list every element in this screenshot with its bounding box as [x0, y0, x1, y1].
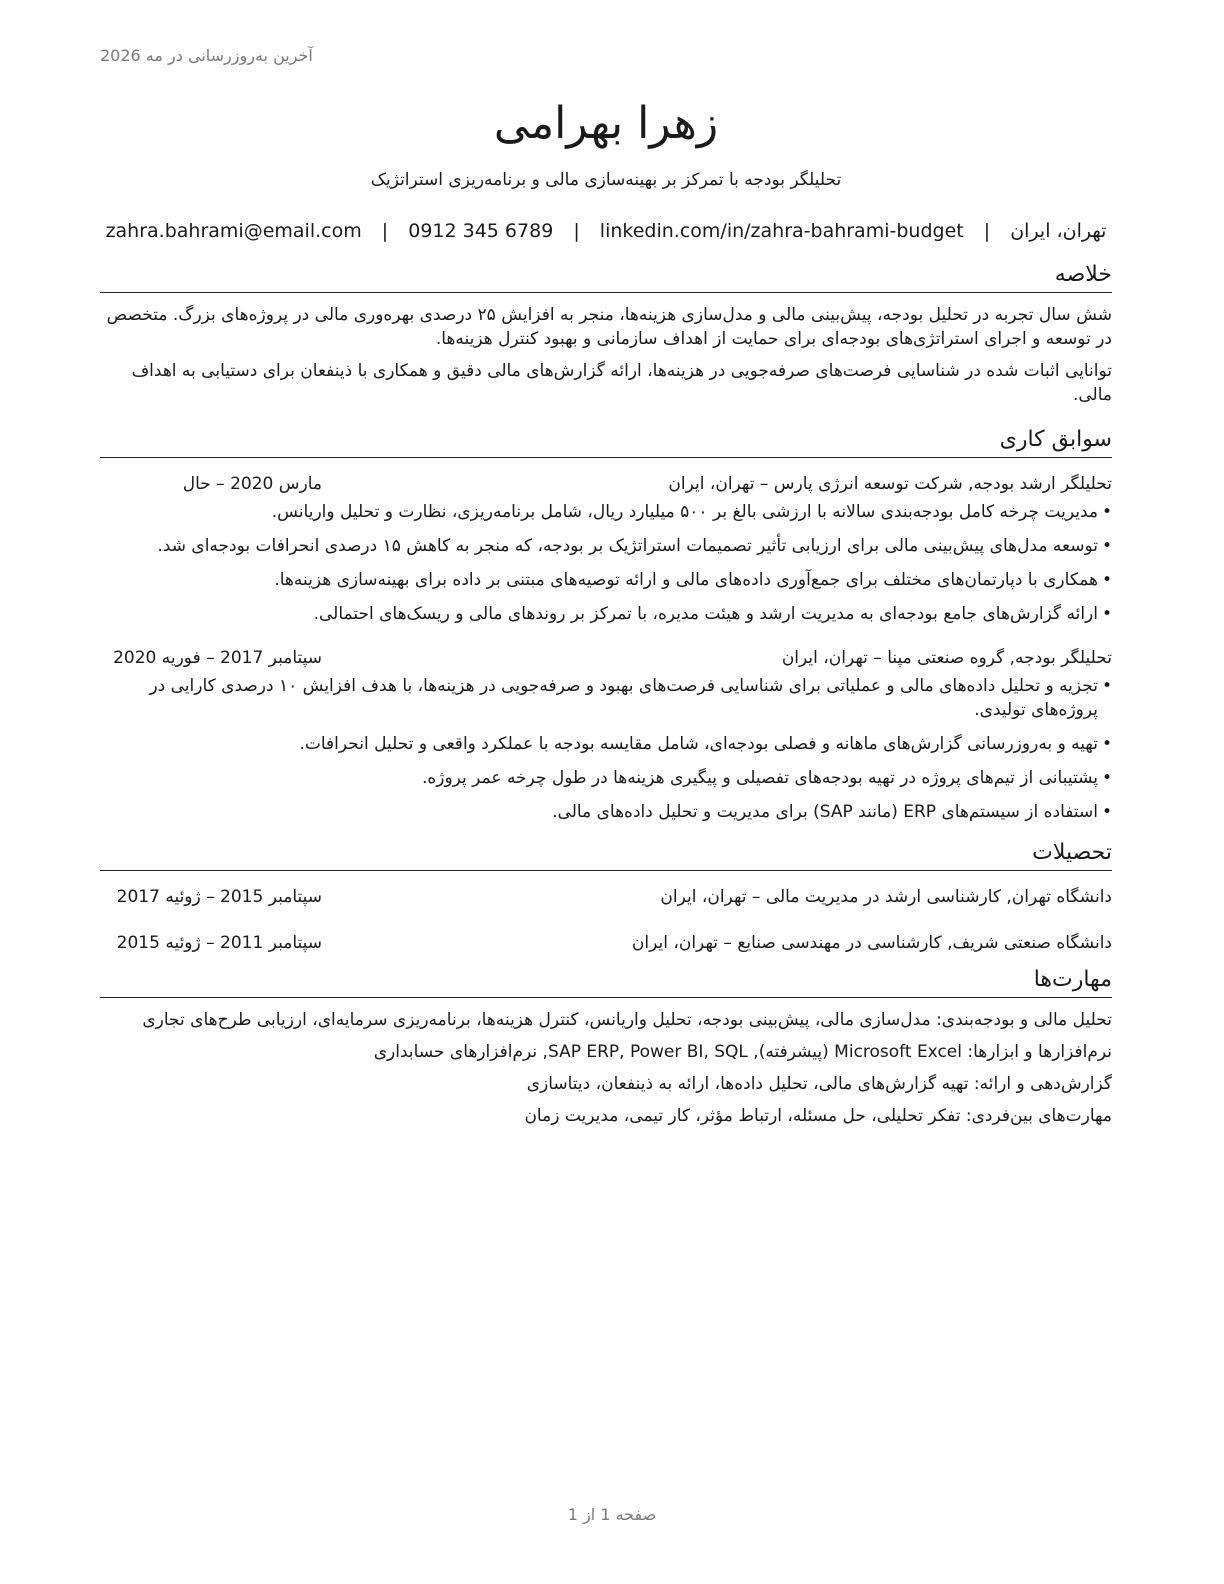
- education-dates: سپتامبر 2011 – ژوئیه 2015: [116, 933, 322, 953]
- summary-paragraph: شش سال تجربه در تحلیل بودجه، پیش‌بینی مالی و مدل‌سازی هزینه‌ها، منجر به افزایش ۲۵ درصدی بهره‌وری مالی در پروژه‌های بزرگ. متخصص در توسعه و اجرای استراتژی‌های بودجه‌ای برای حمایت از اهداف سازمانی و بهبود کنترل هزینه‌ها.: [106, 305, 1112, 349]
- job-bullet: • ارائه گزارش‌های جامع بودجه‌ای به مدیریت ارشد و هیئت مدیره، با تمرکز بر روندهای مالی و ریسک‌های احتمالی.: [100, 602, 1112, 626]
- contact-phone[interactable]: 0912 345 6789: [408, 220, 554, 242]
- summary-paragraph: توانایی اثبات شده در شناسایی فرصت‌های صرفه‌جویی در هزینه‌ها، ارائه گزارش‌های مالی دقیق و همکاری با ذینفعان برای دستیابی به اهداف مالی.: [131, 361, 1112, 405]
- summary-section: [100, 260, 1112, 407]
- job-bullet: • مدیریت چرخه کامل بودجه‌بندی سالانه با ارزشی بالغ بر ۵۰۰ میلیارد ریال، شامل برنامه‌ریزی، نظارت و تحلیل واریانس.: [100, 500, 1112, 524]
- contact-location: تهران، ایران: [1010, 220, 1107, 242]
- education-title: تحصیلات: [100, 838, 1112, 871]
- job-header: [100, 472, 1112, 496]
- job-bullet: • همکاری با دپارتمان‌های مختلف برای جمع‌آوری داده‌های مالی و ارائه توصیه‌های مبتنی بر داده برای بهینه‌سازی هزینه‌ها.: [100, 568, 1112, 592]
- job-heading: تحلیلگر بودجه, گروه صنعتی مپنا – تهران، ایران: [781, 648, 1112, 668]
- job-heading: تحلیلگر ارشد بودجه, شرکت توسعه انرژی پارس – تهران، ایران: [668, 474, 1112, 494]
- job-entry: [100, 646, 1112, 824]
- summary-title: خلاصه: [100, 260, 1112, 293]
- job-bullet: • تهیه و به‌روزرسانی گزارش‌های ماهانه و فصلی بودجه‌ای، شامل مقایسه بودجه با عملکرد واقعی و تحلیل انحرافات.: [100, 732, 1112, 756]
- experience-section: [100, 425, 1112, 824]
- skills-line: نرم‌افزارها و ابزارها: Microsoft Excel (پیشرفته), SAP ERP, Power BI, SQL, نرم‌افزارهای حسابداری: [373, 1042, 1112, 1062]
- job-dates: سپتامبر 2017 – فوریه 2020: [113, 648, 322, 668]
- job-header: [100, 646, 1112, 670]
- job-bullet: • استفاده از سیستم‌های ERP (مانند SAP) برای مدیریت و تحلیل داده‌های مالی.: [100, 800, 1112, 824]
- education-section: [100, 838, 1112, 955]
- candidate-name: زهرا بهرامی: [493, 98, 719, 149]
- job-bullet: • پشتیبانی از تیم‌های پروژه در تهیه بودجه‌های تفصیلی و پیگیری هزینه‌ها در طول چرخه عمر پروژه.: [100, 766, 1112, 790]
- job-bullets: [100, 674, 1112, 824]
- education-entry: [100, 931, 1112, 955]
- education-entry: [100, 885, 1112, 909]
- contact-email[interactable]: zahra.bahrami@email.com: [105, 220, 362, 242]
- job-entry: [100, 472, 1112, 626]
- skills-section: [100, 965, 1112, 1128]
- job-bullets: [100, 500, 1112, 626]
- job-bullet: • توسعه مدل‌های پیش‌بینی مالی برای ارزیابی تأثیر تصمیمات استراتژیک بر بودجه، که منجر به کاهش ۱۵ درصدی انحرافات بودجه‌ای شد.: [100, 534, 1112, 558]
- contact-line: [100, 218, 1112, 244]
- job-bullet: • تجزیه و تحلیل داده‌های مالی و عملیاتی برای شناسایی فرصت‌های بهبود و صرفه‌جویی در هزینه‌ها، با هدف افزایش ۱۰ درصدی کارایی در پروژه‌های تولیدی.: [100, 674, 1112, 722]
- education-heading: دانشگاه صنعتی شریف, کارشناسی در مهندسی صنایع – تهران، ایران: [631, 933, 1112, 953]
- experience-title: سوابق کاری: [100, 425, 1112, 458]
- contact-separator: |: [381, 220, 389, 242]
- contact-separator: |: [573, 220, 580, 242]
- skills-line: گزارش‌دهی و ارائه: تهیه گزارش‌های مالی، تحلیل داده‌ها، ارائه به ذینفعان، دیتاسازی: [526, 1074, 1112, 1094]
- resume-page: [100, 0, 1112, 1128]
- education-heading: دانشگاه تهران, کارشناسی ارشد در مدیریت مالی – تهران، ایران: [660, 887, 1112, 907]
- contact-linkedin[interactable]: linkedin.com/in/zahra-bahrami-budget: [599, 220, 964, 242]
- skills-line: تحلیل مالی و بودجه‌بندی: مدل‌سازی مالی، پیش‌بینی بودجه، تحلیل واریانس، کنترل هزینه‌ها، برنامه‌ریزی سرمایه‌ای، ارزیابی طرح‌های تجاری: [142, 1010, 1112, 1030]
- skills-line: مهارت‌های بین‌فردی: تفکر تحلیلی، حل مسئله، ارتباط مؤثر، کار تیمی، مدیریت زمان: [524, 1106, 1112, 1126]
- contact-separator: |: [983, 220, 991, 242]
- last-updated-note: آخرین به‌روزرسانی در مه 2026: [100, 46, 313, 65]
- candidate-headline: تحلیلگر بودجه با تمرکز بر بهینه‌سازی مالی و برنامه‌ریزی استراتژیک: [370, 170, 842, 190]
- job-dates: مارس 2020 – حال: [182, 474, 322, 494]
- skills-title: مهارت‌ها: [100, 965, 1112, 998]
- page-number: صفحه 1 از 1: [567, 1505, 657, 1524]
- education-dates: سپتامبر 2015 – ژوئیه 2017: [116, 887, 322, 907]
